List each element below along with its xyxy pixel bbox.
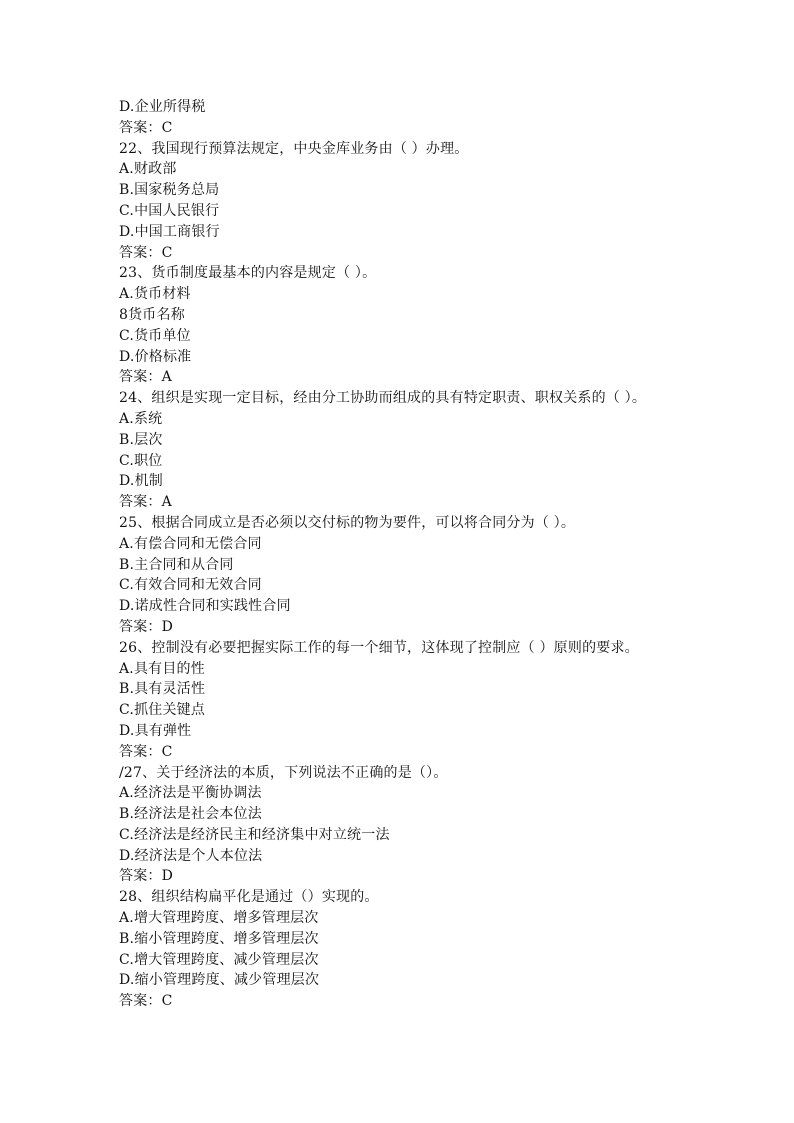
option-d: D.企业所得税 bbox=[119, 99, 206, 115]
option-b: B.层次 bbox=[119, 431, 163, 448]
answer-line: 答案：A bbox=[119, 494, 172, 511]
option-d: D.中国工商银行 bbox=[119, 223, 220, 240]
question-25: 25、根据合同成立是否必须以交付标的物为要件，可以将合同分为（ ）。 bbox=[119, 514, 576, 531]
option-a: A.货币材料 bbox=[119, 286, 191, 303]
answer-line: 答案：C bbox=[119, 743, 173, 760]
option-c: C.职位 bbox=[119, 452, 163, 469]
answer-line: 答案：A bbox=[119, 369, 172, 386]
option-b: B.国家税务总局 bbox=[119, 182, 220, 199]
option-d: D.诺成性合同和实践性合同 bbox=[119, 598, 291, 615]
answer-line: 答案：C bbox=[119, 244, 173, 261]
question-22: 22、我国现行预算法规定，中央金库业务由（ ）办理。 bbox=[119, 140, 469, 157]
option-c: C.中国人民银行 bbox=[119, 202, 220, 219]
question-26: 26、控制没有必要把握实际工作的每一个细节，这体现了控制应（ ）原则的要求。 bbox=[119, 639, 639, 656]
option-c: C.有效合同和无效合同 bbox=[119, 577, 262, 594]
option-a: A.增大管理跨度、增多管理层次 bbox=[119, 910, 319, 927]
option-c: C.经济法是经济民主和经济集中对立统一法 bbox=[119, 826, 390, 843]
option-a: A.具有目的性 bbox=[119, 660, 205, 677]
answer-line: 答案：D bbox=[119, 618, 174, 635]
option-a: A.经济法是平衡协调法 bbox=[119, 785, 262, 802]
answer-line: 答案：D bbox=[119, 868, 174, 885]
question-24: 24、组织是实现一定目标，经由分工协助而组成的具有特定职责、职权关系的（ ）。 bbox=[119, 390, 647, 407]
option-b: B.主合同和从合同 bbox=[119, 556, 234, 573]
option-a: A.系统 bbox=[119, 410, 163, 427]
option-c: C.货币单位 bbox=[119, 327, 191, 344]
option-d: D.价格标准 bbox=[119, 348, 192, 365]
option-d: D.具有弹性 bbox=[119, 722, 192, 739]
option-b: B.经济法是社会本位法 bbox=[119, 806, 262, 823]
answer-line: 答案：C bbox=[119, 993, 173, 1010]
option-b: 8货币名称 bbox=[119, 306, 185, 323]
option-c: C.增大管理跨度、减少管理层次 bbox=[119, 951, 319, 968]
answer-line: 答案：C bbox=[119, 119, 173, 136]
question-28: 28、组织结构扁平化是通过（）实现的。 bbox=[119, 889, 379, 906]
option-c: C.抓住关键点 bbox=[119, 702, 206, 719]
option-a: A.财政部 bbox=[119, 161, 177, 178]
question-text-block bbox=[119, 97, 719, 1012]
option-b: B.具有灵活性 bbox=[119, 681, 206, 698]
option-b: B.缩小管理跨度、增多管理层次 bbox=[119, 930, 319, 947]
question-27: /27、关于经济法的本质，下列说法不正确的是（）。 bbox=[119, 764, 448, 781]
option-d: D.缩小管理跨度、减少管理层次 bbox=[119, 972, 320, 989]
option-d: D.经济法是个人本位法 bbox=[119, 847, 263, 864]
question-23: 23、货币制度最基本的内容是规定（ ）。 bbox=[119, 265, 377, 282]
option-d: D.机制 bbox=[119, 473, 163, 490]
option-a: A.有偿合同和无偿合同 bbox=[119, 535, 262, 552]
